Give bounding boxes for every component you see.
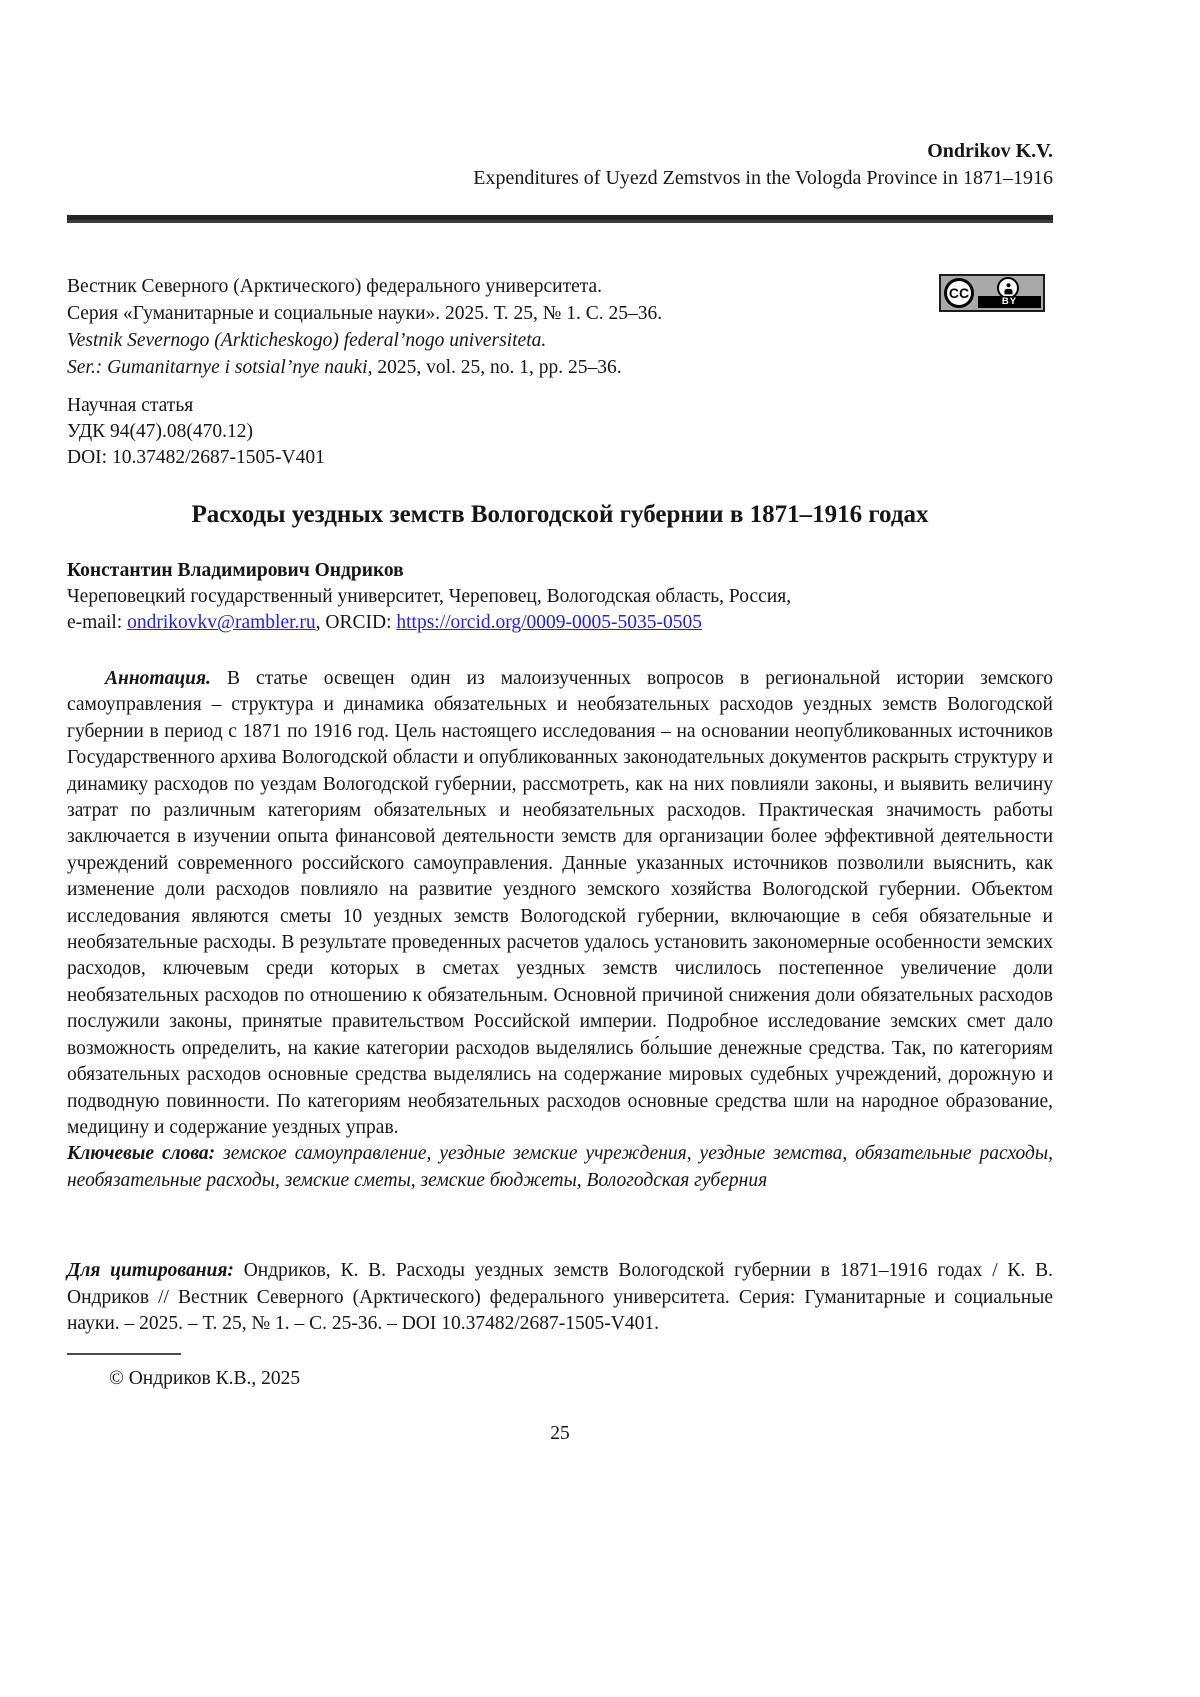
contact-line (67, 610, 1053, 636)
journal-translit-rest: , 2025, vol. 25, no. 1, pp. 25–36. (367, 357, 622, 378)
author-name: Константин Владимирович Ондриков (67, 560, 404, 581)
by-label: BY (978, 296, 1041, 308)
cc-icon: CC (944, 278, 974, 308)
journal-line-ru-1: Вестник Северного (Арктического) федерального университета. (67, 276, 603, 297)
journal-line-translit-2 (67, 354, 1053, 381)
keywords-paragraph (67, 1141, 1053, 1194)
abstract-label: Аннотация. (105, 668, 211, 689)
running-head-title: Expenditures of Uyezd Zemstvos in the Vologda Province in 1871–1916 (473, 167, 1053, 189)
citation-paragraph (67, 1258, 1053, 1337)
page-number: 25 (550, 1423, 570, 1445)
keywords-text: земское самоуправление, уездные земские учреждения, уездные земства, обязательные расходы, необязательные расходы, земские сметы, земские бюджеты, Вологодская губерния (67, 1143, 1053, 1191)
article-title: Расходы уездных земств Вологодской губернии в 1871–1916 годах (191, 501, 929, 528)
running-head-author: Ondrikov K.V. (927, 140, 1053, 162)
journal-line-ru-2: Серия «Гуманитарные и социальные науки». 2025. Т. 25, № 1. С. 25–36. (67, 303, 663, 324)
udc-code: УДК 94(47).08(470.12) (67, 421, 253, 442)
author-affiliation: Череповецкий государственный университет, Череповец, Вологодская область, Россия, (67, 586, 792, 607)
citation-label: Для цитирования: (67, 1260, 234, 1282)
citation-text: Ондриков, К. В. Расходы уездных земств Вологодской губернии в 1871–1916 годах / К. В. Ондриков // Вестник Северного (Арктического) федерального университета. Серия: Гуманитарные и социальные науки. – 2025. – Т. 25, № 1. – С. 25-36. – DOI 10.37482/2687-1505-V401. (67, 1260, 1053, 1334)
author-block (67, 558, 1053, 636)
running-head (67, 138, 1053, 192)
orcid-link[interactable]: https://orcid.org/0009-0005-5035-0505 (396, 612, 703, 633)
header-divider-rule (67, 215, 1053, 223)
orcid-label: , ORCID: (315, 612, 397, 633)
keywords-label: Ключевые слова: (67, 1143, 216, 1165)
doi-code: DOI: 10.37482/2687-1505-V401 (67, 447, 325, 468)
journal-info (67, 273, 1053, 381)
article-type-label: Научная статья (67, 395, 194, 416)
journal-line-translit-1: Vestnik Severnogo (Arkticheskogo) federal’nogo universiteta. (67, 330, 547, 351)
article-meta (67, 393, 1053, 471)
abstract-paragraph (67, 666, 1053, 1141)
email-link[interactable]: ondrikovkv@rambler.ru (127, 612, 316, 633)
copyright-note: © Ондриков К.В., 2025 (109, 1368, 301, 1390)
abstract-text: В статье освещен один из малоизученных вопросов в региональной истории земского самоуправления – структура и динамика обязательных и необязательных расходов уездных земств Вологодской губернии в период с 1871 по 1916 год. Цель настоящего исследования – на основании неопубликованных источников Государственного архива Вологодской области и опубликованных законодательных документов раскрыть структуру и динамику расходов по уездам Вологодской губернии, рассмотреть, как на них повлияли законы, и выявить величину затрат по различным категориям обязательных и необязательных расходов. Практическая значимость работы заключается в изучении опыта финансовой деятельности земств для организации более эффективной деятельности учреждений современного российского самоуправления. Данные указанных источников позволили выяснить, как изменение доли расходов повлияло на развитие уездного земского хозяйства Вологодской губернии. Объектом исследования являются сметы 10 уездных земств Вологодской губернии, включающие в себя обязательные и необязательные расходы. В результате проведенных расчетов удалось установить закономерные особенности земских расходов, ключевым среди которых в сметах уездных земств числилось постепенное увеличение доли необязательных расходов по отношению к обязательным. Основной причиной снижения доли обязательных расходов послужили законы, принятые правительством Российской империи. Подробное исследование земских смет дало возможность определить, на какие категории расходов выделялись бо́льшие денежные средства. Так, по категориям обязательных расходов основные средства выделялись на содержание мировых судебных учреждений, дорожную и подводную повинности. По категориям необязательных расходов основные средства шли на народное образование, медицину и содержание уездных управ. (67, 668, 1053, 1138)
email-label: e-mail: (67, 612, 128, 633)
journal-translit-name: Ser.: Gumanitarnye i sotsial’nye nauki (67, 357, 368, 378)
cc-by-license-badge (939, 274, 1045, 312)
footnote-divider (67, 1353, 181, 1355)
